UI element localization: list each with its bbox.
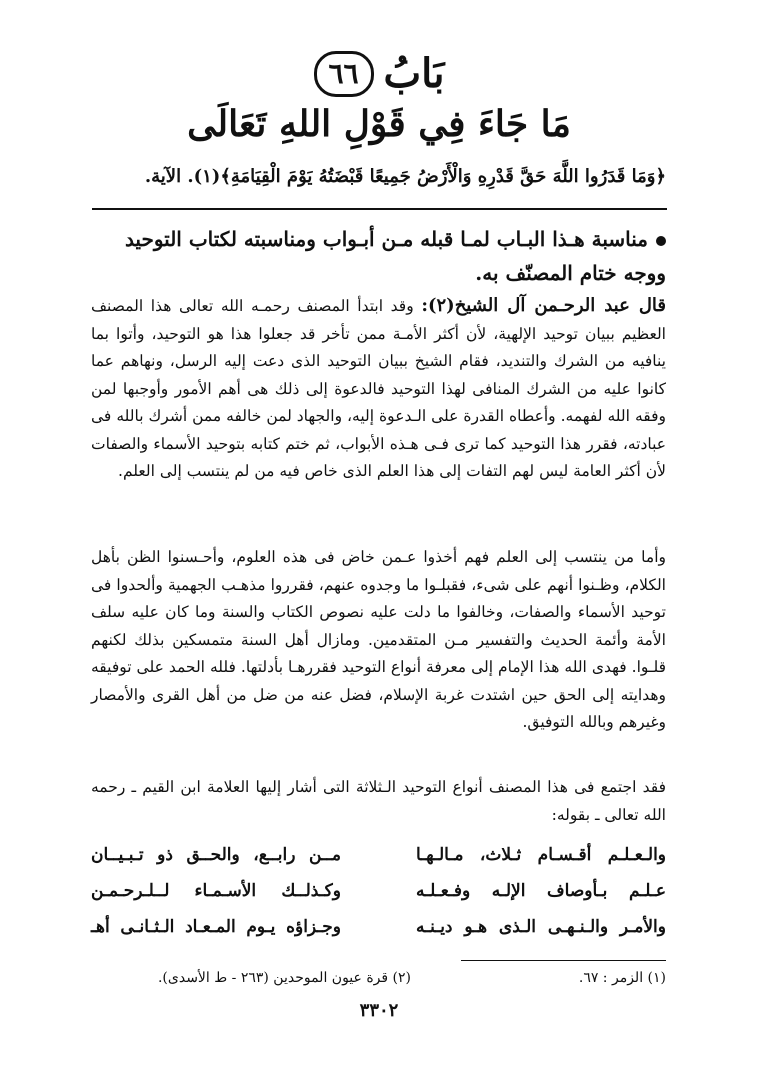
poem-verse	[91, 874, 666, 910]
poem-hemistich-left: وجـزاؤه يـوم المـعـاد الـثـانـى أهـ	[91, 917, 341, 937]
paragraph-3: فقد اجتمع فى هذا المصنف أنواع التوحيد الـثلاثة التى أشار إليها العلامة ابن القيم ـ رحمه الله تعالى ـ بقوله:	[91, 778, 666, 824]
poem-hemistich-left: مــن رابــع، والحــق ذو تـبـيــان	[91, 845, 341, 865]
chapter-header	[0, 50, 758, 97]
bullet-icon	[656, 236, 666, 246]
poem	[91, 838, 666, 946]
footnotes	[91, 970, 666, 986]
section-heading-text: مناسبة هـذا البـاب لمـا قبله مـن أبـواب ومناسبته لكتاب التوحيد ووجه ختام المصنّف به.	[124, 227, 666, 285]
poem-hemistich-left: وكـذلــك الأسـمـاء لــلـرحـمـن	[91, 881, 341, 901]
chapter-title: مَا جَاءَ فِي قَوْلِ اللهِ تَعَالَى	[187, 103, 571, 145]
poem-hemistich-right: عـلـم بـأوصاف الإلـه وفـعـلـه	[416, 881, 666, 901]
quran-verse: ﴿وَمَا قَدَرُوا اللَّهَ حَقَّ قَدْرِهِ وَالْأَرْضُ جَمِيعًا قَبْضَتُهُ يَوْمَ الْقِيَامَةِ﴾(١). الآية.	[144, 166, 666, 187]
poem-hemistich-right: والـعـلـم أقـسـام ثـلاث، مـالـهـا	[416, 845, 666, 865]
chapter-number-badge: ٦٦	[314, 51, 374, 97]
page-number: ٣٣٠٢	[359, 1000, 399, 1021]
author-name: قال عبد الرحـمن آل الشيخ(٢):	[421, 295, 666, 316]
poem-hemistich-right: والأمـر والـنـهـى الـذى هـو ديـنـه	[416, 917, 666, 937]
footnote-1: (١) الزمر : ٦٧.	[578, 970, 666, 986]
poem-verse	[91, 910, 666, 946]
paragraph-1-text: وقد ابتدأ المصنف رحمـه الله تعالى هذا المصنف العظيم ببيان توحيد الإلهية، لأن أكثر الأمـة ممن تأخر قد جعلوا هذا هو التوحيد، وأتوا بما ينافيه من الشرك والتنديد، فقام الشيخ ببيان التوحيد الذى دعت إليه الرسل، ونهاهم عما كانوا عليه من الشرك المنافى لهذا التوحيد فالدعوة إلى ذلك هى أهم الأمور وأوجبها لمن وفقه الله لفهمه. وأعطاه القدرة على الـدعوة إليه، والجهاد لمن خالفه ممن أشرك بالله فى عبادته، فقرر هذا التوحيد كما ترى فـى هـذه الأبواب، ثم ختم كتابه بتوحيد الأسماء والصفات لأن أكثر العامة ليس لهم التفات إلى هذا العلم الذى خاص فيه من لم ينتسب إلى العلم.	[91, 297, 666, 480]
paragraph-1	[91, 292, 666, 486]
header-divider	[92, 208, 667, 210]
chapter-word: بَابُ	[383, 50, 445, 97]
section-heading	[91, 222, 666, 290]
footnote-2: (٢) قرة عيون الموحدين (٢٦٣ - ط الأسدى).	[157, 970, 411, 986]
footnote-divider	[461, 960, 666, 961]
paragraph-2: وأما من ينتسب إلى العلم فهم أخذوا عـمن خاض فى هذه العلوم، وأحـسنوا الظن بأهل الكلام، وظـنوا أنهم على شىء، فقبلـوا ما وجدوه عنهم، فقرروا مذهـب الجهمية وألحدوا فى توحيد الأسماء والصفات، وخالفوا ما دلت عليه نصوص الكتاب والسنة وما كان عليه سلف الأمة وأئمة الحديث والتفسير مـن المتقدمين. ومازال أهل السنة متمسكين بذلك لكنهم قلـوا. فهدى الله هذا الإمام إلى معرفة أنواع التوحيد فقررهـا بأدلتها. فلله الحمد على توفيقه وهدايته إلى الحق حين اشتدت غربة الإسلام، فضل عنه من ضل من أهل القرى والأمصار وغيرهم وبالله التوفيق.	[91, 548, 666, 731]
poem-verse	[91, 838, 666, 874]
